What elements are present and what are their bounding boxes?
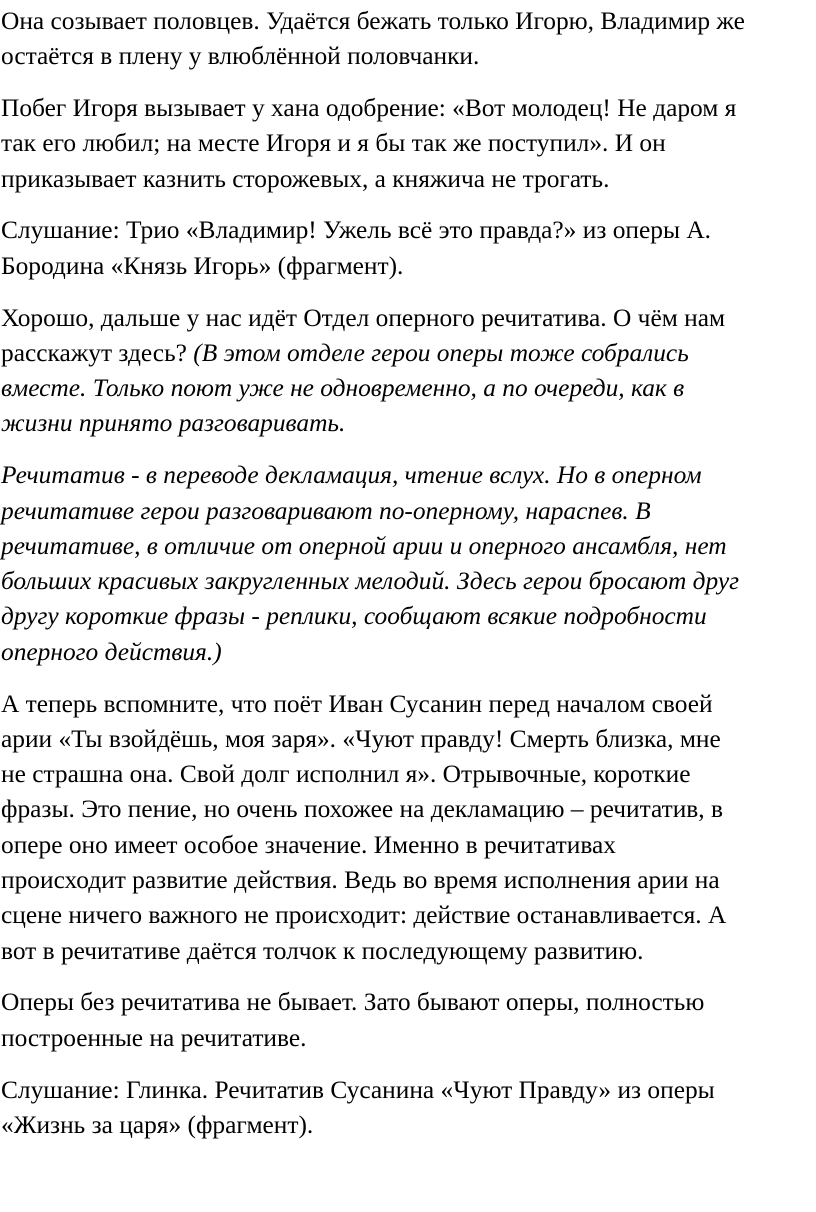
text-line: Слушание: Глинка. Речитатив Сусанина «Чуют Правду» из оперы xyxy=(1,1075,715,1104)
paragraph-polovtsy-escape xyxy=(1,4,816,75)
text-line: так его любил; на месте Игоря и я бы так же поступил». И он xyxy=(1,129,666,158)
text-line: Бородина «Князь Игорь» (фрагмент). xyxy=(1,251,404,280)
paragraph-recitative-section xyxy=(1,301,816,442)
paragraph-susanin xyxy=(1,687,816,969)
text-line-italic: оперного действия.) xyxy=(1,637,222,666)
text-line: вот в речитативе даётся толчок к последующему развитию. xyxy=(1,936,644,965)
text-line: Слушание: Трио «Владимир! Ужель всё это правда?» из оперы А. xyxy=(1,216,712,245)
paragraph-listening-trio xyxy=(1,213,816,284)
text-line: не страшна она. Свой долг исполнил я». Отрывочные, короткие xyxy=(1,760,691,789)
text-line-italic: жизни принято разговаривать. xyxy=(1,409,346,438)
text-regular: расскажут здесь? xyxy=(1,338,194,367)
text-line-mixed xyxy=(1,336,816,371)
text-line-italic: больших красивых закругленных мелодий. Здесь герои бросают друг xyxy=(1,567,740,596)
text-line: фразы. Это пение, но очень похожее на декламацию – речитатив, в xyxy=(1,795,723,824)
text-line-italic: речитативе, в отличие от оперной арии и оперного ансамбля, нет xyxy=(1,531,727,560)
paragraph-listening-glinka xyxy=(1,1073,816,1144)
text-line: А теперь вспомните, что поёт Иван Сусанин перед началом своей xyxy=(1,689,713,718)
text-line: Хорошо, дальше у нас идёт Отдел оперного речитатива. О чём нам xyxy=(1,303,726,332)
text-line: сцене ничего важного не происходит: действие останавливается. А xyxy=(1,901,727,930)
paragraph-recitative-definition xyxy=(1,458,816,670)
text-line: остаётся в плену у влюблённой половчанки. xyxy=(1,42,480,71)
text-line: «Жизнь за царя» (фрагмент). xyxy=(1,1110,314,1139)
paragraph-khan-approval xyxy=(1,91,816,197)
text-line-italic: речитативе герои разговаривают по-оперному, нараспев. В xyxy=(1,496,651,525)
text-line: приказывает казнить сторожевых, а княжича не трогать. xyxy=(1,164,610,193)
text-line: арии «Ты взойдёшь, моя заря». «Чуют правду! Смерть близка, мне xyxy=(1,724,721,753)
paragraph-opera-without-recitative xyxy=(1,985,816,1056)
text-line-italic: Речитатив - в переводе декламация, чтение вслух. Но в оперном xyxy=(1,461,702,490)
text-line: Оперы без речитатива не бывает. Зато бывают оперы, полностью xyxy=(1,988,705,1017)
text-line-italic: вместе. Только поют уже не одновременно, а по очереди, как в xyxy=(1,374,685,403)
text-line: происходит развитие действия. Ведь во время исполнения арии на xyxy=(1,866,720,895)
text-line: Она созывает половцев. Удаётся бежать только Игорю, Владимир же xyxy=(1,7,745,35)
text-line-italic: другу короткие фразы - реплики, сообщают всякие подробности xyxy=(1,602,707,631)
text-line: построенные на речитативе. xyxy=(1,1023,307,1052)
text-line: Побег Игоря вызывает у хана одобрение: «Вот молодец! Не даром я xyxy=(1,94,737,123)
text-italic: (В этом отделе герои оперы тоже собрались xyxy=(193,338,689,367)
text-line: опере оно имеет особое значение. Именно в речитативах xyxy=(1,830,616,859)
